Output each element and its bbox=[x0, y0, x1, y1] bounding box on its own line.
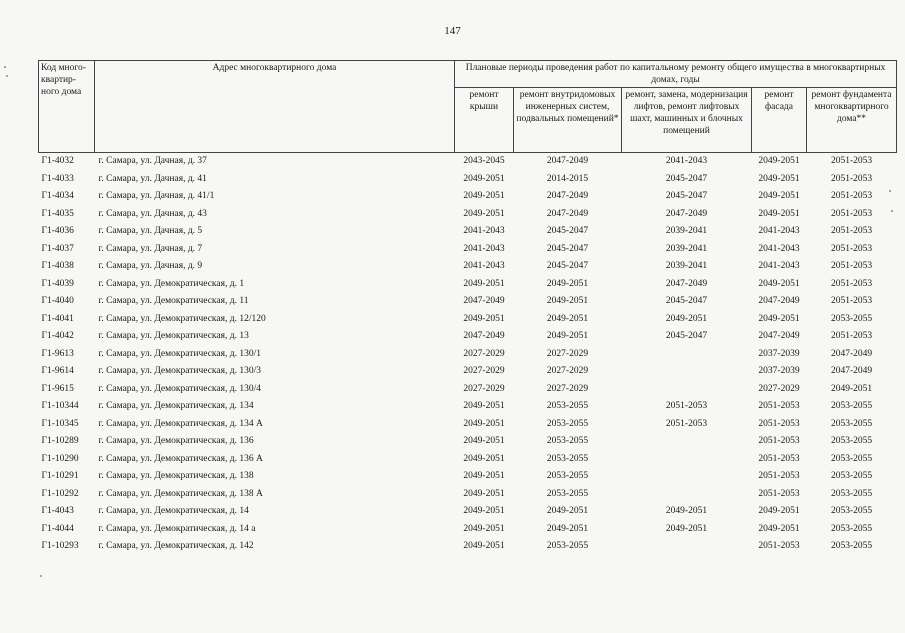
cell-foundation: 2051-2053 bbox=[830, 296, 873, 306]
cell-lifts: 2049-2051 bbox=[665, 506, 708, 516]
cell-systems: 2049-2051 bbox=[546, 331, 589, 341]
table-header bbox=[39, 61, 897, 153]
table-row bbox=[39, 276, 897, 294]
cell-roof: 2049-2051 bbox=[463, 313, 505, 324]
table-row bbox=[39, 153, 897, 171]
cell-facade: 2037-2039 bbox=[758, 348, 800, 359]
cell-code: Г1-10292 bbox=[41, 488, 79, 499]
cell-facade: 2051-2053 bbox=[758, 488, 800, 499]
table-row bbox=[39, 468, 897, 486]
header-row-main bbox=[39, 61, 897, 88]
cell-lifts: 2049-2051 bbox=[665, 523, 708, 534]
cell-address: г. Самара, ул. Демократическая, д. 1 bbox=[98, 278, 245, 289]
cell-address: г. Самара, ул. Дачная, д. 7 bbox=[98, 243, 203, 254]
cell-systems: 2049-2051 bbox=[546, 278, 589, 289]
cell-foundation: 2051-2053 bbox=[830, 226, 873, 236]
cell-facade: 2027-2029 bbox=[758, 383, 800, 394]
header-systems: ремонт внутридомовых инженерных систем, подвальных помещений* bbox=[514, 88, 622, 153]
cell-lifts: 2045-2047 bbox=[665, 173, 708, 184]
scan-speck bbox=[4, 66, 6, 68]
table-row bbox=[39, 538, 897, 556]
cell-foundation: 2053-2055 bbox=[830, 488, 873, 499]
cell-facade: 2051-2053 bbox=[758, 436, 800, 446]
cell-facade: 2041-2043 bbox=[758, 243, 800, 254]
cell-facade: 2051-2053 bbox=[758, 453, 800, 464]
cell-lifts: 2047-2049 bbox=[665, 208, 708, 219]
cell-lifts bbox=[622, 451, 752, 469]
cell-address: г. Самара, ул. Демократическая, д. 138 bbox=[98, 471, 254, 481]
cell-foundation: 2051-2053 bbox=[830, 331, 873, 341]
cell-facade: 2047-2049 bbox=[758, 331, 800, 341]
cell-facade: 2049-2051 bbox=[758, 191, 800, 201]
cell-systems: 2027-2029 bbox=[546, 348, 589, 359]
cell-roof: 2041-2043 bbox=[463, 243, 505, 254]
cell-foundation: 2047-2049 bbox=[830, 366, 873, 376]
cell-code: Г1-9615 bbox=[41, 383, 74, 394]
cell-lifts: 2039-2041 bbox=[665, 243, 708, 254]
cell-roof: 2049-2051 bbox=[463, 488, 505, 499]
cell-foundation: 2049-2051 bbox=[830, 383, 873, 394]
cell-systems: 2049-2051 bbox=[546, 523, 589, 534]
cell-address: г. Самара, ул. Дачная, д. 41 bbox=[98, 173, 207, 184]
cell-address: г. Самара, ул. Дачная, д. 43 bbox=[98, 208, 207, 219]
cell-roof: 2049-2051 bbox=[463, 523, 505, 534]
cell-facade: 2051-2053 bbox=[758, 471, 800, 481]
cell-systems: 2053-2055 bbox=[546, 418, 589, 429]
cell-roof: 2047-2049 bbox=[463, 296, 505, 306]
cell-address: г. Самара, ул. Демократическая, д. 138 А bbox=[98, 488, 263, 499]
cell-code: Г1-4044 bbox=[41, 523, 74, 534]
cell-roof: 2049-2051 bbox=[463, 401, 505, 411]
cell-facade: 2049-2051 bbox=[758, 523, 800, 534]
cell-lifts bbox=[622, 363, 752, 381]
table-row bbox=[39, 503, 897, 521]
cell-code: Г1-4032 bbox=[41, 156, 74, 166]
cell-address: г. Самара, ул. Дачная, д. 9 bbox=[98, 261, 203, 271]
cell-address: г. Самара, ул. Демократическая, д. 136 А bbox=[98, 453, 263, 464]
cell-systems: 2053-2055 bbox=[546, 401, 589, 411]
cell-systems: 2053-2055 bbox=[546, 488, 589, 499]
cell-roof: 2049-2051 bbox=[463, 541, 505, 551]
cell-foundation: 2053-2055 bbox=[830, 313, 873, 324]
table-row bbox=[39, 206, 897, 224]
table-row bbox=[39, 311, 897, 329]
table-row bbox=[39, 171, 897, 189]
table-row bbox=[39, 328, 897, 346]
table-row bbox=[39, 241, 897, 259]
cell-code: Г1-4035 bbox=[41, 208, 74, 219]
cell-lifts bbox=[622, 433, 752, 451]
cell-foundation: 2051-2053 bbox=[830, 173, 873, 184]
cell-address: г. Самара, ул. Демократическая, д. 134 А bbox=[98, 418, 263, 429]
cell-facade: 2049-2051 bbox=[758, 156, 800, 166]
header-facade: ремонт фасада bbox=[752, 88, 807, 153]
cell-foundation: 2053-2055 bbox=[830, 471, 873, 481]
cell-facade: 2049-2051 bbox=[758, 208, 800, 219]
cell-foundation: 2053-2055 bbox=[830, 436, 873, 446]
cell-code: Г1-10290 bbox=[41, 453, 79, 464]
cell-roof: 2041-2043 bbox=[463, 261, 505, 271]
cell-roof: 2043-2045 bbox=[463, 156, 505, 166]
cell-roof: 2049-2051 bbox=[463, 191, 505, 201]
cell-systems: 2049-2051 bbox=[546, 506, 589, 516]
cell-address: г. Самара, ул. Демократическая, д. 136 bbox=[98, 436, 254, 446]
cell-foundation: 2053-2055 bbox=[830, 523, 873, 534]
table-row bbox=[39, 521, 897, 539]
cell-code: Г1-4043 bbox=[41, 506, 74, 516]
cell-lifts bbox=[622, 538, 752, 556]
cell-code: Г1-4039 bbox=[41, 278, 74, 289]
cell-systems: 2045-2047 bbox=[546, 261, 589, 271]
cell-code: Г1-4038 bbox=[41, 261, 74, 271]
cell-lifts bbox=[622, 346, 752, 364]
cell-address: г. Самара, ул. Демократическая, д. 134 bbox=[98, 401, 254, 411]
cell-systems: 2027-2029 bbox=[546, 383, 589, 394]
header-periods: Плановые периоды проведения работ по капитальному ремонту общего имущества в многоквартирных домах, годы bbox=[455, 61, 897, 88]
cell-foundation: 2053-2055 bbox=[830, 506, 873, 516]
table-row bbox=[39, 188, 897, 206]
table-body bbox=[39, 153, 897, 556]
table-row bbox=[39, 346, 897, 364]
cell-facade: 2041-2043 bbox=[758, 226, 800, 236]
cell-lifts: 2041-2043 bbox=[665, 156, 708, 166]
cell-code: Г1-9614 bbox=[41, 366, 74, 376]
cell-roof: 2049-2051 bbox=[463, 278, 505, 289]
cell-foundation: 2051-2053 bbox=[830, 261, 873, 271]
cell-lifts: 2039-2041 bbox=[665, 226, 708, 236]
cell-foundation: 2051-2053 bbox=[830, 191, 873, 201]
cell-roof: 2027-2029 bbox=[463, 348, 505, 359]
cell-code: Г1-4036 bbox=[41, 226, 74, 236]
repair-schedule-table bbox=[38, 60, 897, 556]
cell-code: Г1-4034 bbox=[41, 191, 74, 201]
scan-speck bbox=[891, 210, 893, 212]
cell-foundation: 2051-2053 bbox=[830, 243, 873, 254]
cell-facade: 2051-2053 bbox=[758, 418, 800, 429]
cell-address: г. Самара, ул. Демократическая, д. 130/1 bbox=[98, 348, 261, 359]
cell-address: г. Самара, ул. Демократическая, д. 130/3 bbox=[98, 366, 261, 376]
table-row bbox=[39, 433, 897, 451]
cell-address: г. Самара, ул. Дачная, д. 37 bbox=[98, 156, 207, 166]
cell-systems: 2045-2047 bbox=[546, 243, 589, 254]
cell-foundation: 2047-2049 bbox=[830, 348, 873, 359]
cell-facade: 2037-2039 bbox=[758, 366, 800, 376]
table-row bbox=[39, 451, 897, 469]
header-foundation: ремонт фундамента многоквартирного дома** bbox=[807, 88, 897, 153]
cell-systems: 2053-2055 bbox=[546, 436, 589, 446]
cell-address: г. Самара, ул. Демократическая, д. 130/4 bbox=[98, 383, 261, 394]
cell-lifts: 2039-2041 bbox=[665, 261, 708, 271]
table-row bbox=[39, 258, 897, 276]
cell-address: г. Самара, ул. Демократическая, д. 13 bbox=[98, 331, 249, 341]
cell-roof: 2049-2051 bbox=[463, 453, 505, 464]
cell-lifts: 2051-2053 bbox=[665, 418, 708, 429]
table-row bbox=[39, 486, 897, 504]
cell-lifts: 2047-2049 bbox=[665, 278, 708, 289]
cell-facade: 2051-2053 bbox=[758, 401, 800, 411]
cell-facade: 2049-2051 bbox=[758, 506, 800, 516]
table-row bbox=[39, 381, 897, 399]
cell-facade: 2041-2043 bbox=[758, 261, 800, 271]
header-code: Код много-квартир-ного дома bbox=[39, 61, 95, 153]
cell-foundation: 2051-2053 bbox=[830, 156, 873, 166]
cell-lifts bbox=[622, 381, 752, 399]
cell-address: г. Самара, ул. Демократическая, д. 11 bbox=[98, 296, 249, 306]
scan-speck bbox=[889, 190, 891, 192]
table-row bbox=[39, 363, 897, 381]
cell-lifts: 2045-2047 bbox=[665, 331, 708, 341]
cell-roof: 2047-2049 bbox=[463, 331, 505, 341]
cell-foundation: 2051-2053 bbox=[830, 278, 873, 289]
cell-roof: 2049-2051 bbox=[463, 436, 505, 446]
cell-systems: 2053-2055 bbox=[546, 541, 589, 551]
cell-code: Г1-4042 bbox=[41, 331, 74, 341]
cell-roof: 2041-2043 bbox=[463, 226, 505, 236]
cell-roof: 2049-2051 bbox=[463, 208, 505, 219]
cell-roof: 2049-2051 bbox=[463, 173, 505, 184]
cell-address: г. Самара, ул. Демократическая, д. 12/120 bbox=[98, 313, 266, 324]
cell-roof: 2027-2029 bbox=[463, 366, 505, 376]
cell-systems: 2045-2047 bbox=[546, 226, 589, 236]
cell-roof: 2027-2029 bbox=[463, 383, 505, 394]
cell-facade: 2049-2051 bbox=[758, 278, 800, 289]
header-lifts: ремонт, замена, модернизация лифтов, ремонт лифтовых шахт, машинных и блочных помещений bbox=[622, 88, 752, 153]
cell-address: г. Самара, ул. Демократическая, д. 14 bbox=[98, 506, 249, 516]
cell-code: Г1-10293 bbox=[41, 541, 79, 551]
cell-systems: 2027-2029 bbox=[546, 366, 589, 376]
cell-address: г. Самара, ул. Дачная, д. 41/1 bbox=[98, 191, 215, 201]
cell-code: Г1-10344 bbox=[41, 401, 79, 411]
cell-roof: 2049-2051 bbox=[463, 418, 505, 429]
cell-foundation: 2053-2055 bbox=[830, 453, 873, 464]
table-row bbox=[39, 416, 897, 434]
cell-systems: 2014-2015 bbox=[546, 173, 589, 184]
cell-address: г. Самара, ул. Демократическая, д. 14 а bbox=[98, 523, 256, 534]
cell-foundation: 2053-2055 bbox=[830, 401, 873, 411]
cell-code: Г1-4033 bbox=[41, 173, 74, 184]
cell-code: Г1-9613 bbox=[41, 348, 74, 359]
cell-systems: 2047-2049 bbox=[546, 191, 589, 201]
cell-lifts: 2049-2051 bbox=[665, 313, 708, 324]
scan-speck bbox=[40, 575, 42, 577]
cell-lifts: 2051-2053 bbox=[665, 401, 708, 411]
cell-address: г. Самара, ул. Демократическая, д. 142 bbox=[98, 541, 254, 551]
cell-foundation: 2053-2055 bbox=[830, 418, 873, 429]
cell-code: Г1-10289 bbox=[41, 436, 79, 446]
header-roof: ремонт крыши bbox=[455, 88, 514, 153]
cell-lifts bbox=[622, 468, 752, 486]
cell-systems: 2047-2049 bbox=[546, 208, 589, 219]
cell-facade: 2049-2051 bbox=[758, 313, 800, 324]
cell-facade: 2051-2053 bbox=[758, 541, 800, 551]
cell-address: г. Самара, ул. Дачная, д. 5 bbox=[98, 226, 203, 236]
cell-systems: 2047-2049 bbox=[546, 156, 589, 166]
cell-lifts: 2045-2047 bbox=[665, 191, 708, 201]
cell-roof: 2049-2051 bbox=[463, 471, 505, 481]
cell-code: Г1-4037 bbox=[41, 243, 74, 254]
cell-foundation: 2053-2055 bbox=[830, 541, 873, 551]
cell-code: Г1-4040 bbox=[41, 296, 74, 306]
cell-lifts bbox=[622, 486, 752, 504]
cell-code: Г1-10291 bbox=[41, 471, 79, 481]
cell-systems: 2049-2051 bbox=[546, 296, 589, 306]
table-row bbox=[39, 398, 897, 416]
cell-systems: 2053-2055 bbox=[546, 453, 589, 464]
page-number: 147 bbox=[444, 25, 461, 37]
table-row bbox=[39, 293, 897, 311]
cell-code: Г1-4041 bbox=[41, 313, 74, 324]
cell-lifts: 2045-2047 bbox=[665, 296, 708, 306]
cell-facade: 2047-2049 bbox=[758, 296, 800, 306]
cell-systems: 2053-2055 bbox=[546, 471, 589, 481]
table-row bbox=[39, 223, 897, 241]
header-address: Адрес многоквартирного дома bbox=[95, 61, 455, 153]
cell-systems: 2049-2051 bbox=[546, 313, 589, 324]
cell-facade: 2049-2051 bbox=[758, 173, 800, 184]
cell-roof: 2049-2051 bbox=[463, 506, 505, 516]
cell-code: Г1-10345 bbox=[41, 418, 79, 429]
cell-foundation: 2051-2053 bbox=[830, 208, 873, 219]
scan-speck bbox=[6, 75, 8, 77]
